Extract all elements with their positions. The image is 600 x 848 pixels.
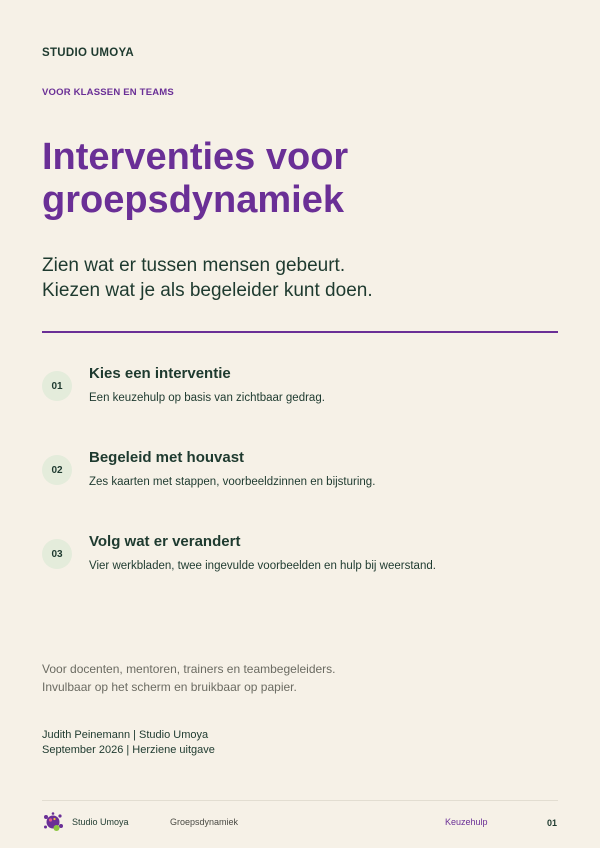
- step-title: Kies een interventie: [89, 365, 231, 382]
- step-description: Zes kaarten met stappen, voorbeeldzinnen en bijsturing.: [89, 476, 376, 488]
- splash-logo-icon: [42, 811, 64, 833]
- subtitle: [42, 253, 562, 303]
- audience-note: [42, 660, 336, 696]
- footer-section-label: Keuzehulp: [445, 817, 488, 827]
- page-title: Interventies voor groepsdynamiek: [42, 136, 349, 221]
- step-description: Vier werkbladen, twee ingevulde voorbeelden en hulp bij weerstand.: [89, 560, 436, 572]
- step-number-badge: 03: [42, 539, 72, 569]
- edition-line: September 2026 | Herziene uitgave: [42, 744, 215, 756]
- footer-document-title: Groepsdynamiek: [170, 817, 239, 827]
- audience-line-1: Voor docenten, mentoren, trainers en teambegeleiders.: [42, 662, 336, 676]
- step-title: Begeleid met houvast: [89, 449, 245, 466]
- eyebrow-label: VOOR KLASSEN EN TEAMS: [42, 87, 174, 98]
- brand-name: STUDIO UMOYA: [42, 47, 134, 59]
- subtitle-line-2: Kiezen wat je als begeleider kunt doen.: [42, 280, 373, 301]
- page-number: 01: [547, 818, 558, 828]
- footer-divider: [42, 800, 558, 801]
- step-number-badge: 02: [42, 455, 72, 485]
- title-divider: [42, 331, 558, 333]
- author-line: Judith Peinemann | Studio Umoya: [42, 729, 209, 741]
- publication-meta: [42, 728, 215, 758]
- audience-line-2: Invulbaar op het scherm en bruikbaar op papier.: [42, 680, 297, 694]
- step-description: Een keuzehulp op basis van zichtbaar gedrag.: [89, 392, 325, 404]
- subtitle-line-1: Zien wat er tussen mensen gebeurt.: [42, 255, 346, 276]
- step-number-badge: 01: [42, 371, 72, 401]
- step-title: Volg wat er verandert: [89, 533, 241, 550]
- footer-brand: Studio Umoya: [72, 817, 129, 827]
